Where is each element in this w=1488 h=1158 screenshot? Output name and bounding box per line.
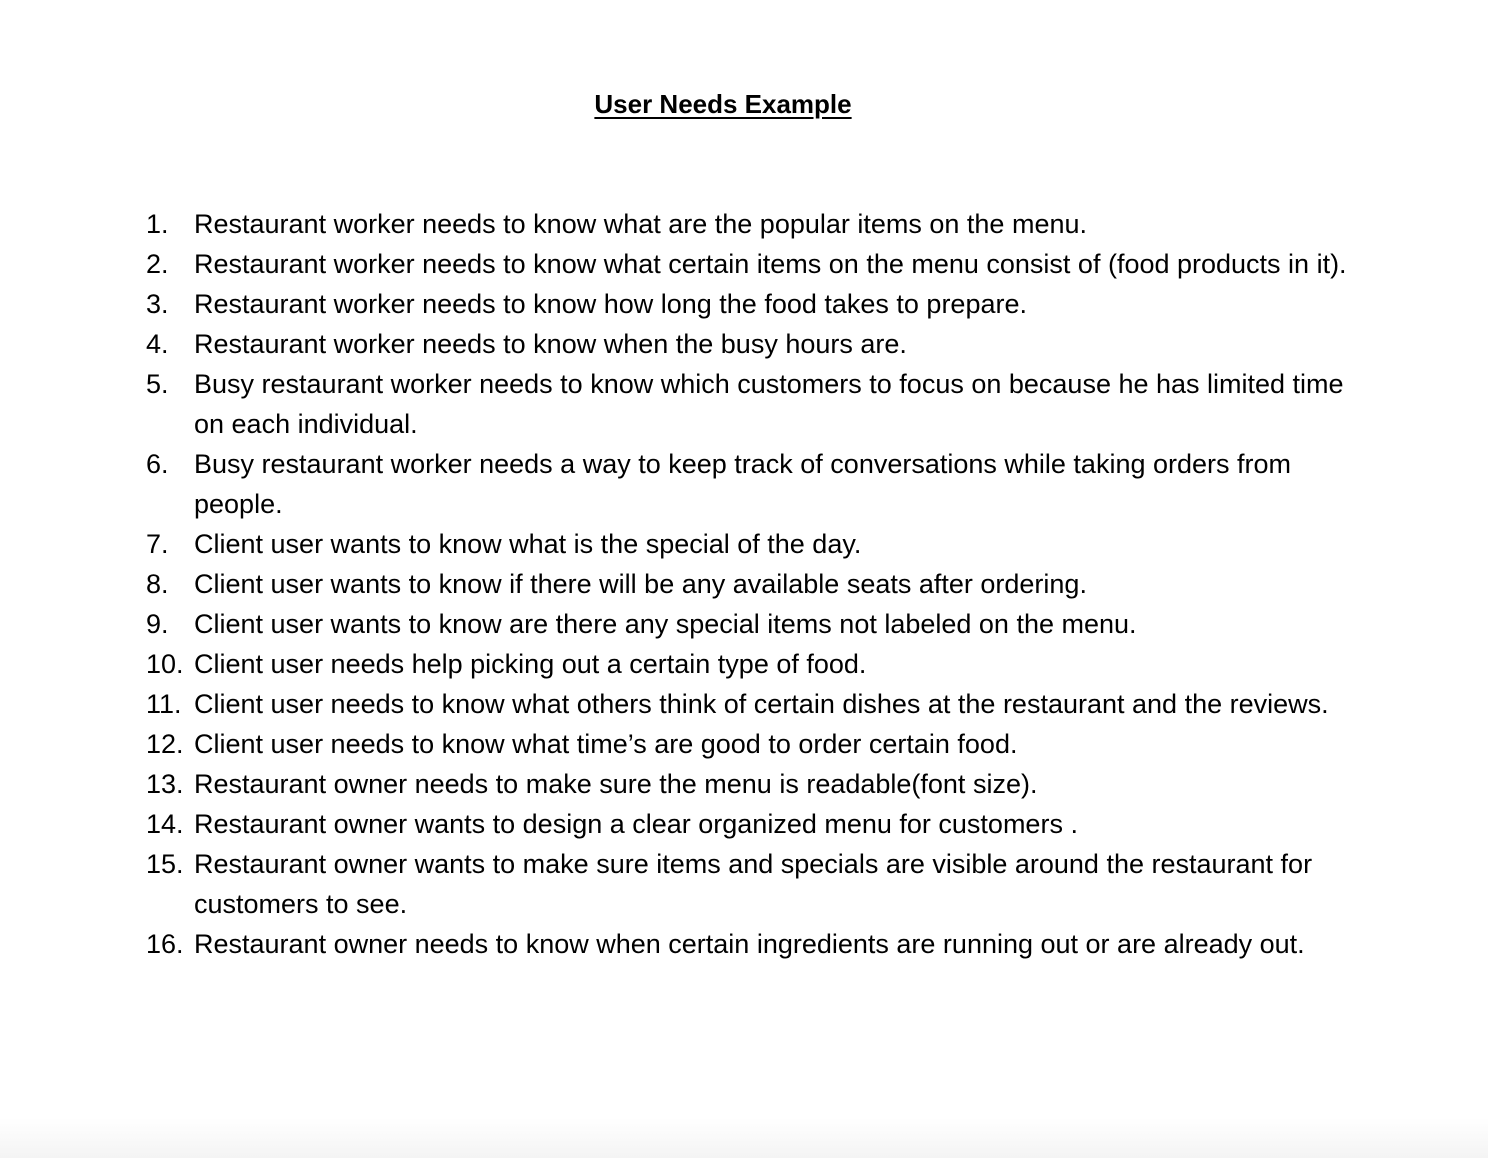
list-item xyxy=(146,364,1356,444)
list-item-number: 1. xyxy=(146,209,169,239)
page-bottom-edge xyxy=(0,1118,1488,1158)
list-item-number: 3. xyxy=(146,289,169,319)
list-item-number: 14. xyxy=(146,809,184,839)
list-item xyxy=(146,444,1356,524)
list-item-text: Client user wants to know if there will be any available seats after ordering. xyxy=(194,569,1087,599)
list-item-number: 4. xyxy=(146,329,169,359)
list-item-text: Restaurant owner needs to make sure the menu is readable(font size). xyxy=(194,769,1038,799)
list-item xyxy=(146,524,1356,564)
list-item-number: 12. xyxy=(146,729,184,759)
list-item xyxy=(146,284,1356,324)
list-item xyxy=(146,764,1356,804)
list-item xyxy=(146,204,1356,244)
list-item xyxy=(146,244,1356,284)
page-title: User Needs Example xyxy=(594,89,852,119)
list-item-text: Client user wants to know are there any special items not labeled on the menu. xyxy=(194,609,1137,639)
list-item-text: Restaurant owner wants to make sure items and specials are visible around the restaurant for customers to see. xyxy=(194,849,1313,919)
list-item-text: Busy restaurant worker needs to know which customers to focus on because he has limited time on each individual. xyxy=(194,369,1344,439)
list-item xyxy=(146,684,1356,724)
list-item-number: 7. xyxy=(146,529,169,559)
list-item-text: Client user needs to know what others think of certain dishes at the restaurant and the reviews. xyxy=(194,689,1329,719)
list-item xyxy=(146,604,1356,644)
list-item-text: Restaurant worker needs to know how long the food takes to prepare. xyxy=(194,289,1027,319)
list-item-number: 11. xyxy=(146,689,182,719)
list-item xyxy=(146,924,1356,964)
list-item-number: 8. xyxy=(146,569,169,599)
list-item-number: 6. xyxy=(146,449,169,479)
list-item-text: Restaurant owner needs to know when certain ingredients are running out or are already out. xyxy=(194,929,1305,959)
list-item xyxy=(146,644,1356,684)
list-item xyxy=(146,724,1356,764)
list-item-text: Client user needs to know what time’s are good to order certain food. xyxy=(194,729,1018,759)
list-item-number: 15. xyxy=(146,849,184,879)
list-item-text: Restaurant owner wants to design a clear organized menu for customers . xyxy=(194,809,1078,839)
list-item-number: 10. xyxy=(146,649,184,679)
list-item xyxy=(146,844,1356,924)
list-item xyxy=(146,804,1356,844)
list-item-text: Client user needs help picking out a certain type of food. xyxy=(194,649,867,679)
list-item-number: 16. xyxy=(146,929,184,959)
list-item-text: Restaurant worker needs to know what certain items on the menu consist of (food products in it). xyxy=(194,249,1347,279)
list-item-text: Busy restaurant worker needs a way to keep track of conversations while taking orders from people. xyxy=(194,449,1292,519)
list-item-number: 13. xyxy=(146,769,184,799)
list-item-number: 5. xyxy=(146,369,169,399)
list-item-number: 2. xyxy=(146,249,169,279)
list-item-text: Restaurant worker needs to know what are the popular items on the menu. xyxy=(194,209,1087,239)
list-item-text: Client user wants to know what is the special of the day. xyxy=(194,529,862,559)
user-needs-list xyxy=(146,204,1356,964)
list-item xyxy=(146,564,1356,604)
list-item-number: 9. xyxy=(146,609,169,639)
list-item-text: Restaurant worker needs to know when the busy hours are. xyxy=(194,329,907,359)
list-item xyxy=(146,324,1356,364)
